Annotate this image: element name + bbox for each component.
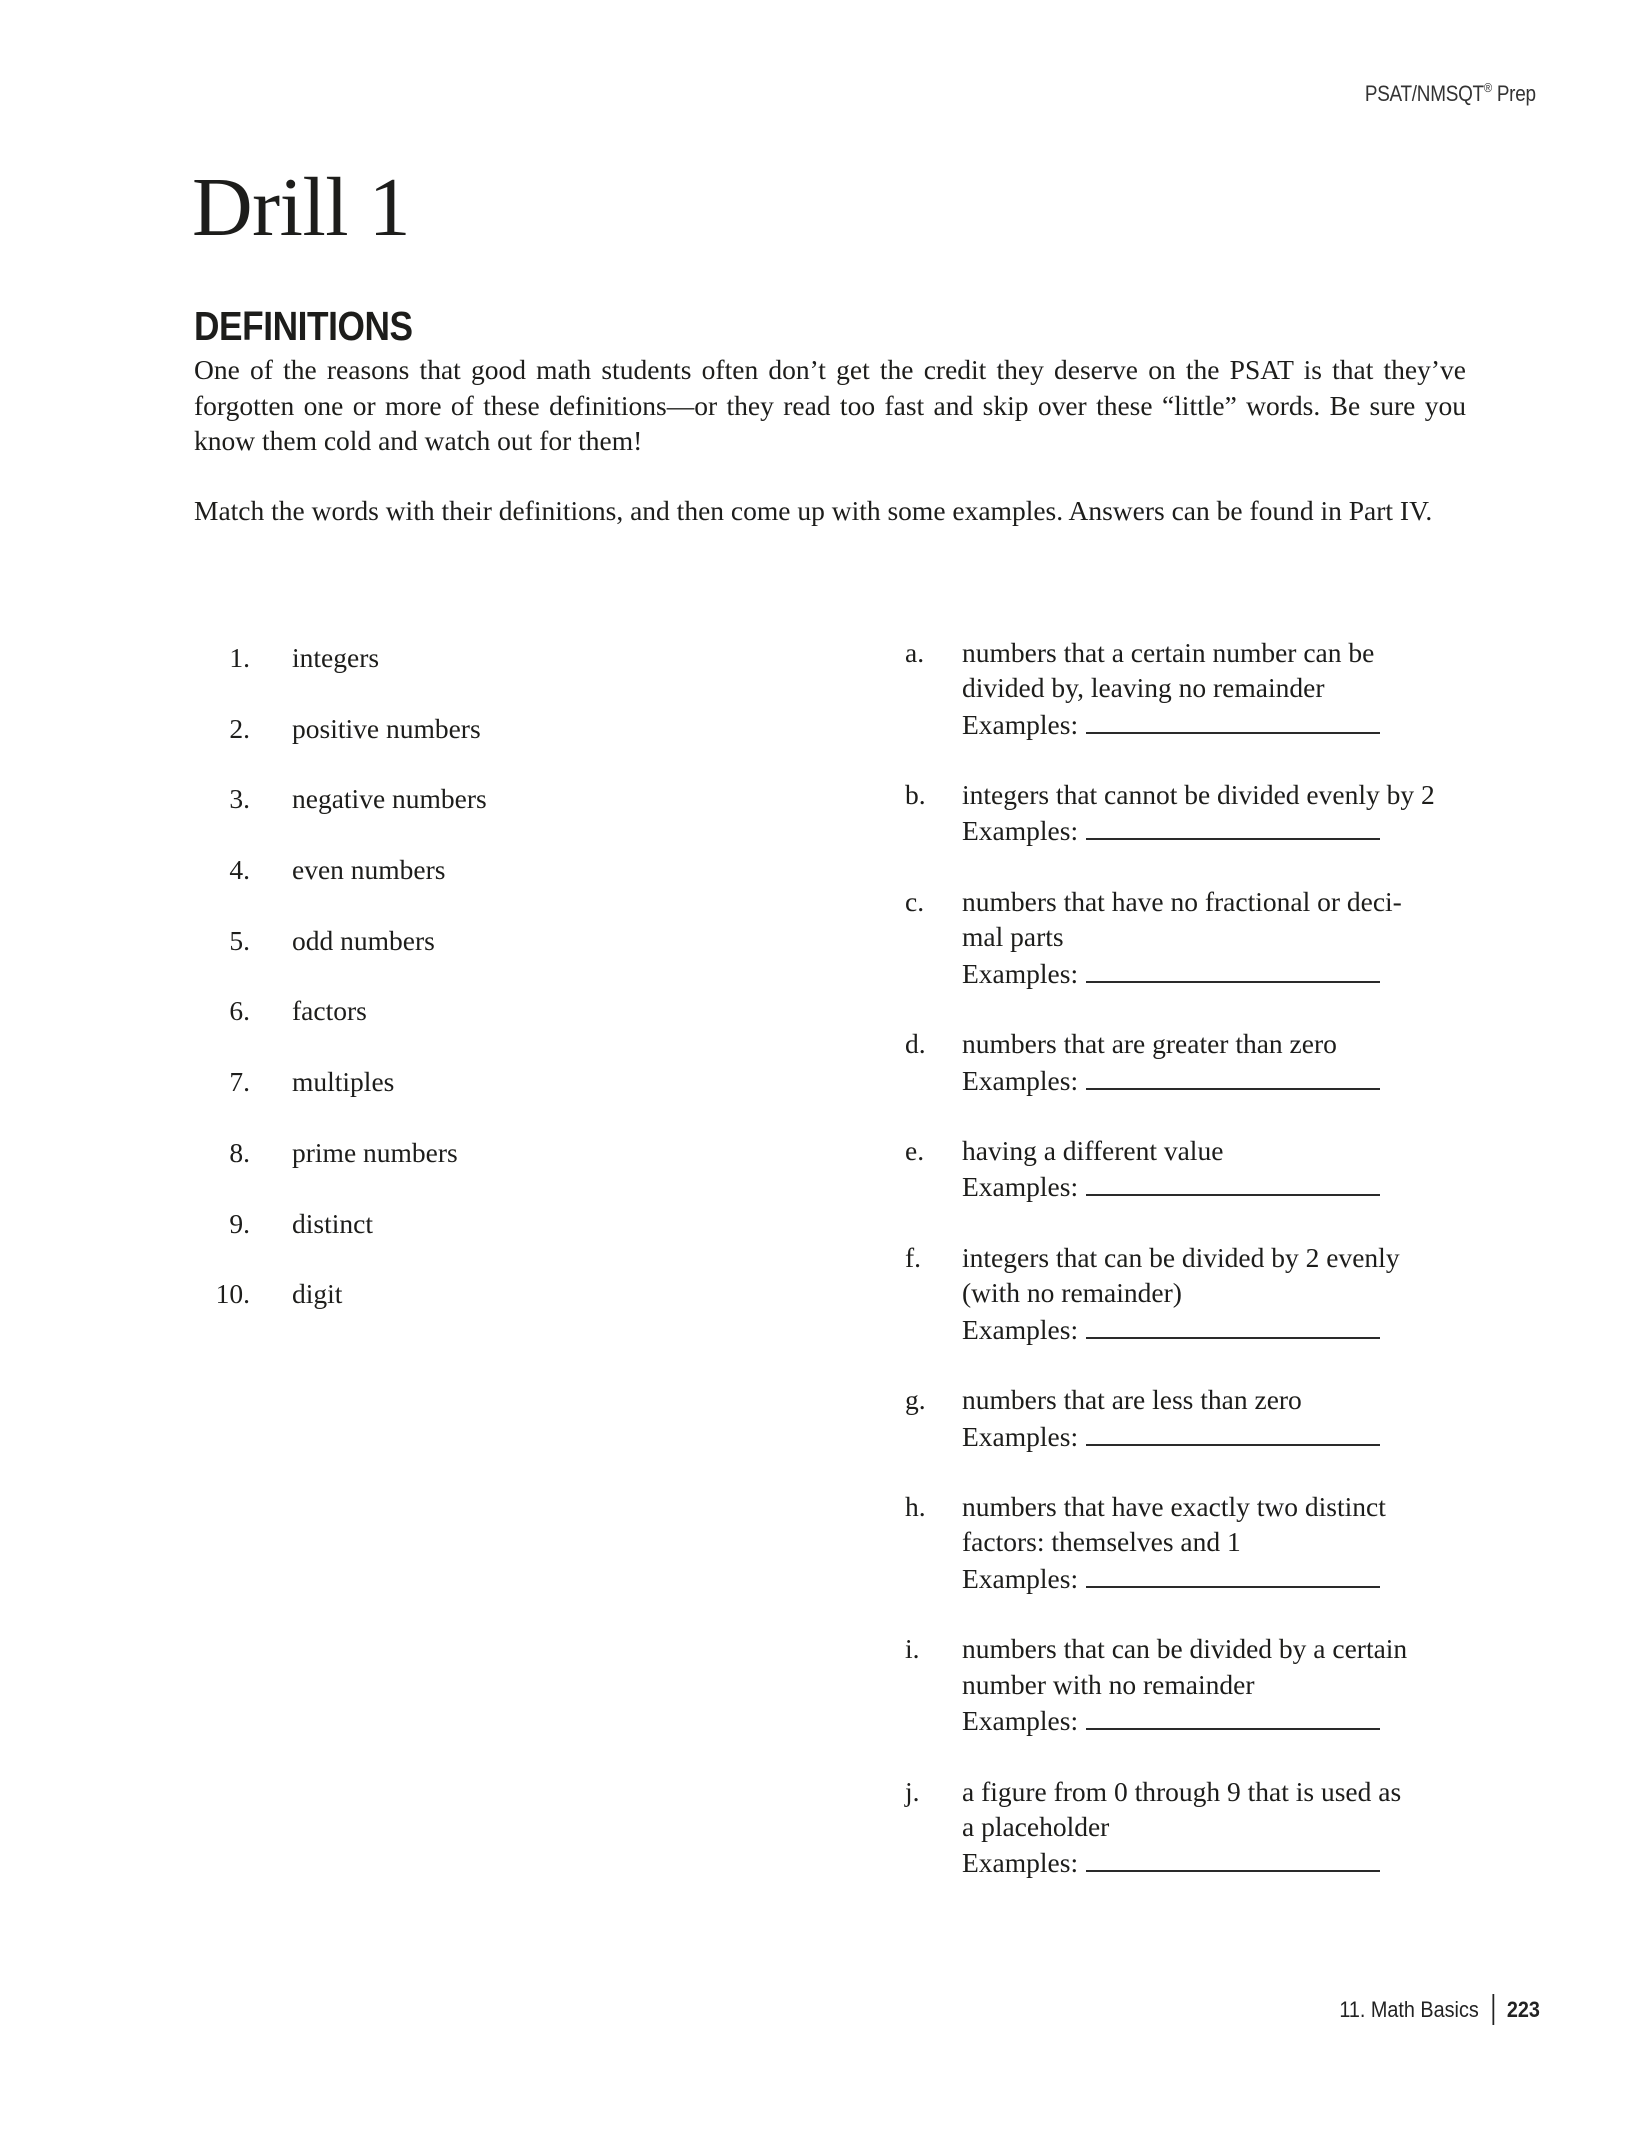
definition-text: numbers that have exactly two distinct (962, 1491, 1386, 1523)
definition-body (962, 884, 1465, 991)
definition-item (905, 884, 1465, 991)
instructions-paragraph: Match the words with their definitions, and then come up with some examples. Answers can be found in Part IV. (194, 495, 1433, 526)
examples-answer-blank[interactable] (1086, 812, 1380, 840)
definition-letter: f. (905, 1242, 922, 1274)
examples-row (962, 1844, 1465, 1880)
page-number: 223 (1506, 1996, 1540, 2022)
examples-row (962, 1418, 1465, 1454)
term-number: 10. (215, 1278, 250, 1310)
examples-answer-blank[interactable] (1086, 1844, 1380, 1872)
definition-letter: a. (905, 637, 925, 668)
examples-row (962, 812, 1465, 848)
definition-text: a figure from 0 through 9 that is used as (962, 1775, 1402, 1807)
definition-text: numbers that have no fractional or deci- (962, 886, 1402, 918)
term-number: 7. (229, 1066, 250, 1098)
term-item (194, 781, 487, 852)
term-text: negative numbers (292, 783, 487, 815)
definition-item (905, 1489, 1465, 1596)
chapter-label: 11. Math Basics (1339, 1996, 1479, 2022)
examples-answer-blank[interactable] (1086, 1062, 1380, 1090)
page-title: Drill 1 (192, 161, 411, 254)
definition-letter: b. (905, 779, 926, 811)
examples-answer-blank[interactable] (1086, 706, 1380, 734)
term-number: 5. (229, 924, 250, 956)
term-number: 8. (229, 1136, 250, 1168)
definition-text: integers that cannot be divided evenly by 2 (962, 779, 1435, 811)
examples-label: Examples: (962, 1847, 1079, 1879)
running-head (1365, 80, 1536, 107)
definition-item (905, 1240, 1465, 1347)
registered-mark: ® (1484, 80, 1493, 95)
definition-item (905, 1774, 1465, 1881)
definition-letter: d. (905, 1028, 926, 1060)
term-item (194, 640, 487, 711)
examples-answer-blank[interactable] (1086, 1560, 1380, 1588)
term-text: factors (292, 995, 367, 1027)
definition-letter: g. (905, 1384, 926, 1416)
term-text: positive numbers (292, 712, 481, 744)
term-item (194, 711, 487, 782)
term-text: even numbers (292, 854, 446, 886)
term-item (194, 923, 487, 994)
term-item (194, 1064, 487, 1135)
examples-row (962, 1062, 1465, 1098)
examples-label: Examples: (962, 1420, 1079, 1452)
definition-text: mal parts (962, 921, 1064, 953)
definition-item (905, 777, 1465, 849)
term-number: 2. (229, 712, 250, 744)
running-head-text: PSAT/NMSQT (1365, 81, 1485, 106)
definition-text: having a different value (962, 1135, 1224, 1167)
definition-body (962, 1631, 1465, 1738)
definition-text: a placeholder (962, 1810, 1110, 1842)
definition-body (962, 777, 1465, 849)
examples-label: Examples: (962, 708, 1079, 740)
definition-item (905, 1133, 1465, 1205)
definition-body (962, 1240, 1465, 1347)
definitions-list (905, 635, 1465, 1916)
term-number: 9. (229, 1207, 250, 1239)
definition-text: numbers that are less than zero (962, 1384, 1302, 1416)
term-text: integers (292, 642, 380, 673)
examples-row (962, 955, 1465, 991)
examples-row (962, 1702, 1465, 1738)
examples-label: Examples: (962, 1064, 1079, 1096)
definition-item (905, 635, 1465, 742)
examples-answer-blank[interactable] (1086, 1418, 1380, 1446)
term-text: prime numbers (292, 1136, 458, 1168)
examples-label: Examples: (962, 957, 1079, 989)
examples-label: Examples: (962, 1313, 1079, 1345)
definition-text: numbers that can be divided by a certain (962, 1633, 1408, 1665)
term-item (194, 852, 487, 923)
definition-item (905, 1631, 1465, 1738)
examples-label: Examples: (962, 1171, 1079, 1203)
definition-text: numbers that a certain number can be (962, 637, 1375, 668)
definition-letter: i. (905, 1633, 920, 1665)
terms-list (194, 640, 487, 1347)
examples-row (962, 706, 1465, 742)
definition-body (962, 1489, 1465, 1596)
definition-text: (with no remainder) (962, 1277, 1182, 1309)
term-text: multiples (292, 1066, 395, 1098)
examples-answer-blank[interactable] (1086, 1168, 1380, 1196)
section-heading: DEFINITIONS (194, 303, 413, 349)
definition-body (962, 635, 1465, 742)
term-item (194, 1276, 487, 1347)
term-text: distinct (292, 1207, 373, 1239)
examples-row (962, 1560, 1465, 1596)
term-text: odd numbers (292, 924, 435, 956)
examples-answer-blank[interactable] (1086, 1311, 1380, 1339)
definition-text: divided by, leaving no remainder (962, 672, 1325, 704)
intro-paragraph: One of the reasons that good math students often don’t get the credit they deserve on the PSAT is that they’ve forgotten one or more of these definitions—or they read too fast and skip over these “little” words. Be sure you know them cold and watch out for them! (194, 354, 1466, 456)
definition-item (905, 1382, 1465, 1454)
examples-row (962, 1311, 1465, 1347)
term-item (194, 993, 487, 1064)
examples-label: Examples: (962, 815, 1079, 847)
term-text: digit (292, 1278, 343, 1310)
definition-body (962, 1133, 1465, 1205)
page-footer (1339, 1994, 1540, 2025)
footer-divider (1493, 1994, 1495, 2025)
examples-answer-blank[interactable] (1086, 955, 1380, 983)
examples-answer-blank[interactable] (1086, 1702, 1380, 1730)
definition-text: numbers that are greater than zero (962, 1028, 1337, 1060)
definition-letter: e. (905, 1135, 925, 1167)
definition-text: factors: themselves and 1 (962, 1526, 1241, 1558)
examples-label: Examples: (962, 1562, 1079, 1594)
definition-letter: c. (905, 886, 925, 918)
term-number: 6. (229, 995, 250, 1027)
examples-row (962, 1168, 1465, 1204)
definition-item (905, 1026, 1465, 1098)
term-number: 4. (229, 854, 250, 886)
examples-label: Examples: (962, 1704, 1079, 1736)
running-head-suffix: Prep (1497, 81, 1536, 106)
definition-text: integers that can be divided by 2 evenly (962, 1242, 1400, 1274)
definition-body (962, 1026, 1465, 1098)
term-number: 3. (229, 783, 250, 815)
term-item (194, 1135, 487, 1206)
term-item (194, 1206, 487, 1277)
definition-letter: j. (905, 1775, 920, 1807)
definition-text: number with no remainder (962, 1668, 1255, 1700)
definition-body (962, 1774, 1465, 1881)
definition-body (962, 1382, 1465, 1454)
term-number: 1. (229, 642, 250, 673)
definition-letter: h. (905, 1491, 926, 1523)
